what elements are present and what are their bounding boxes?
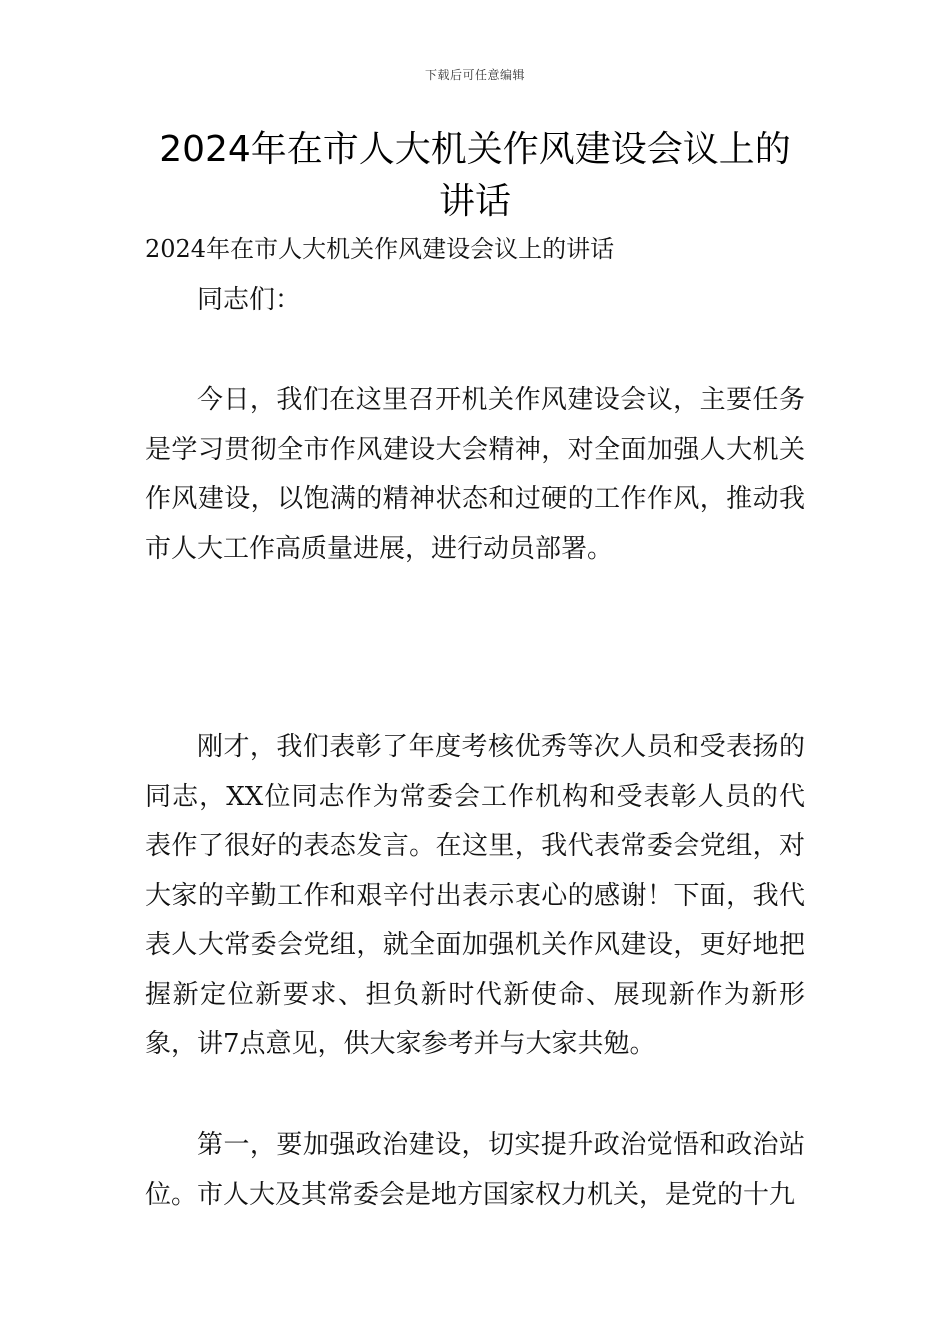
document-subtitle: 2024年在市人大机关作风建设会议上的讲话	[145, 235, 615, 263]
paragraph-3: 第一，要加强政治建设，切实提升政治觉悟和政治站位。市人大及其常委会是地方国家权力机关，是党的十九	[145, 1130, 805, 1210]
paragraph-1: 今日，我们在这里召开机关作风建设会议，主要任务是学习贯彻全市作风建设大会精神，对全面加强人大机关作风建设，以饱满的精神状态和过硬的工作作风，推动我市人大工作高质量进展，进行动员部署。	[145, 385, 805, 564]
paragraph-2: 刚才，我们表彰了年度考核优秀等次人员和受表扬的同志，XX位同志作为常委会工作机构和受表彰人员的代表作了很好的表态发言。在这里，我代表常委会党组，对大家的辛勤工作和艰辛付出表示衷心的感谢！下面，我代表人大常委会党组，就全面加强机关作风建设，更好地把握新定位新要求、担负新时代新使命、展现新作为新形象，讲7点意见，供大家参考并与大家共勉。	[145, 732, 805, 1059]
document-title: 2024年在市人大机关作风建设会议上的讲话	[159, 129, 791, 222]
greeting: 同志们：	[197, 285, 302, 315]
header-note: 下载后可任意编辑	[424, 68, 525, 82]
